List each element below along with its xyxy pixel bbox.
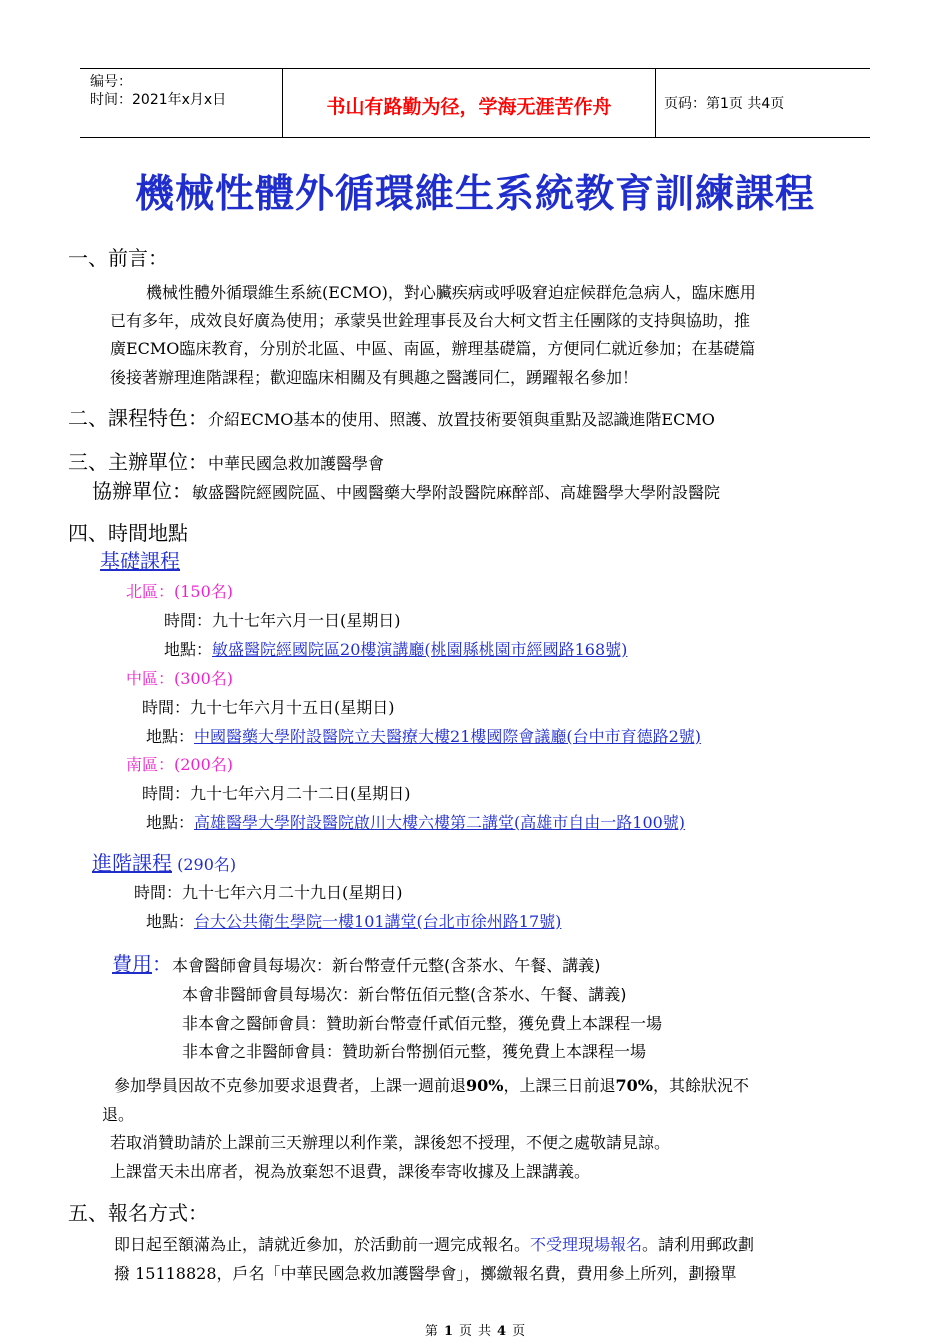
- fees-row: [112, 952, 601, 978]
- header-motto: 书山有路勤为径，学海无涯苦作舟: [326, 96, 612, 118]
- footer-text-di: 第: [424, 1324, 438, 1339]
- header-meta: [80, 69, 282, 137]
- registration-heading: 五、報名方式：: [68, 1201, 208, 1225]
- advanced-course-link[interactable]: 進階課程: [92, 851, 172, 875]
- north-place-label: 地點：: [164, 640, 213, 659]
- features-text: 介紹ECMO基本的使用、照護、放置技術要領與重點及認識進階ECMO: [208, 410, 715, 429]
- south-place-link[interactable]: 高雄醫學大學附設醫院啟川大樓六樓第二講堂(高雄市自由一路100號): [194, 813, 686, 832]
- registration-text-a: 即日起至額滿為止，請就近參加，於活動前一週完成報名。: [114, 1235, 531, 1254]
- page-header: [80, 68, 870, 138]
- central-place-label: 地點：: [146, 727, 195, 746]
- north-time: 時間：九十七年六月一日(星期日): [164, 611, 401, 630]
- header-page-number: 页码：第1页 共4页: [664, 96, 785, 112]
- advanced-place-link[interactable]: 台大公共衛生學院一樓101講堂(台北市徐州路17號): [194, 912, 562, 931]
- central-region-label: 中區：(300名): [126, 669, 234, 688]
- intro-line-2: 已有多年，成效良好廣為使用；承蒙吳世銓理事長及台大柯文哲主任團隊的支持與協助，推: [110, 311, 751, 330]
- refund-text-c: ，上課三日前退: [503, 1076, 616, 1095]
- page-footer: [0, 1320, 950, 1339]
- refund-line-1: [114, 1074, 749, 1098]
- north-region-label: 北區：(150名): [126, 582, 234, 601]
- co-organizer-text: 敏盛醫院經國院區、中國醫藥大學附設醫院麻醉部、高雄醫學大學附設醫院: [192, 483, 721, 502]
- advanced-time: 時間：九十七年六月二十九日(星期日): [134, 883, 403, 902]
- advanced-course-count: (290名): [177, 855, 237, 874]
- refund-line-3: 上課當天未出席者，視為放棄恕不退費，課後奉寄收據及上課講義。: [110, 1162, 591, 1181]
- footer-page-total: 4: [497, 1324, 507, 1339]
- features-row: [68, 406, 715, 432]
- refund-line-1-cont: 退。: [102, 1105, 135, 1124]
- fees-label[interactable]: 費用: [112, 952, 152, 976]
- south-place-row: [146, 811, 685, 835]
- fees-line-4: 非本會之非醫師會員：贊助新台幣捌佰元整，獲免費上本課程一場: [182, 1042, 647, 1061]
- footer-page-current: 1: [443, 1324, 453, 1339]
- central-place-row: [146, 725, 701, 749]
- co-organizer-row: [92, 479, 720, 505]
- header-motto-cell: [282, 69, 656, 137]
- refund-percent-90: 90%: [466, 1076, 504, 1095]
- fees-colon: ：: [152, 952, 172, 976]
- intro-line-4: 後接著辦理進階課程；歡迎臨床相關及有興趣之醫護同仁，踴躍報名參加！: [110, 368, 639, 387]
- organizer-heading: 三、主辦單位：: [68, 450, 208, 474]
- schedule-heading: 四、時間地點: [68, 521, 188, 545]
- refund-text-a: 參加學員因故不克參加要求退費者，上課一週前退: [114, 1076, 467, 1095]
- refund-text-e: ，其餘狀況不: [652, 1076, 749, 1095]
- north-place-row: [164, 638, 627, 662]
- fees-line-1: 本會醫師會員每場次：新台幣壹仟元整(含茶水、午餐、講義): [172, 956, 601, 975]
- document-title: 機械性體外循環維生系統教育訓練課程: [134, 172, 815, 217]
- central-time: 時間：九十七年六月十五日(星期日): [142, 698, 395, 717]
- advanced-place-label: 地點：: [146, 912, 195, 931]
- intro-line-3: 廣ECMO臨床教育，分別於北區、中區、南區，辦理基礎篇，方便同仁就近參加；在基礎篇: [110, 339, 756, 358]
- organizer-row: [68, 450, 384, 476]
- basic-course-link[interactable]: 基礎課程: [100, 549, 180, 573]
- co-organizer-heading: 協辦單位：: [92, 479, 192, 503]
- registration-line-1: [114, 1233, 754, 1257]
- registration-no-onsite: 不受理現場報名: [530, 1235, 643, 1254]
- fees-line-3: 非本會之醫師會員：贊助新台幣壹仟貳佰元整，獲免費上本課程一場: [182, 1014, 663, 1033]
- advanced-course-row: [92, 851, 236, 877]
- footer-text-gong: 共: [478, 1324, 492, 1339]
- fees-line-2: 本會非醫師會員每場次：新台幣伍佰元整(含茶水、午餐、講義): [182, 985, 627, 1004]
- refund-percent-70: 70%: [615, 1076, 653, 1095]
- intro-line-1: 機械性體外循環維生系統(ECMO)，對心臟疾病或呼吸窘迫症候群危急病人，臨床應用: [146, 283, 756, 302]
- registration-line-2: 撥 15118828，戶名「中華民國急救加護醫學會」，擲繳報名費，費用參上所列，劃撥單: [114, 1264, 737, 1283]
- central-place-link[interactable]: 中國醫藥大學附設醫院立夫醫療大樓21樓國際會議廳(台中市育德路2號): [194, 727, 702, 746]
- footer-text-ye: 页: [458, 1324, 472, 1339]
- features-heading: 二、課程特色：: [68, 406, 208, 430]
- north-place-link[interactable]: 敏盛醫院經國院區20樓演講廳(桃園縣桃園市經國路168號): [212, 640, 628, 659]
- footer-text-ye-2: 页: [512, 1324, 526, 1339]
- south-place-label: 地點：: [146, 813, 195, 832]
- south-time: 時間：九十七年六月二十二日(星期日): [142, 784, 411, 803]
- header-page-cell: [656, 69, 870, 137]
- advanced-place-row: [146, 910, 561, 934]
- refund-line-2: 若取消贊助請於上課前三天辦理以利作業，課後恕不授理，不便之處敬請見諒。: [110, 1133, 671, 1152]
- intro-heading: 一、前言：: [68, 246, 168, 270]
- header-number: 编号：: [90, 74, 132, 90]
- registration-text-c: 。請利用郵政劃: [642, 1235, 755, 1254]
- south-region-label: 南區：(200名): [126, 755, 234, 774]
- organizer-text: 中華民國急救加護醫學會: [208, 454, 385, 473]
- header-time: 时间：2021年x月x日: [90, 92, 227, 108]
